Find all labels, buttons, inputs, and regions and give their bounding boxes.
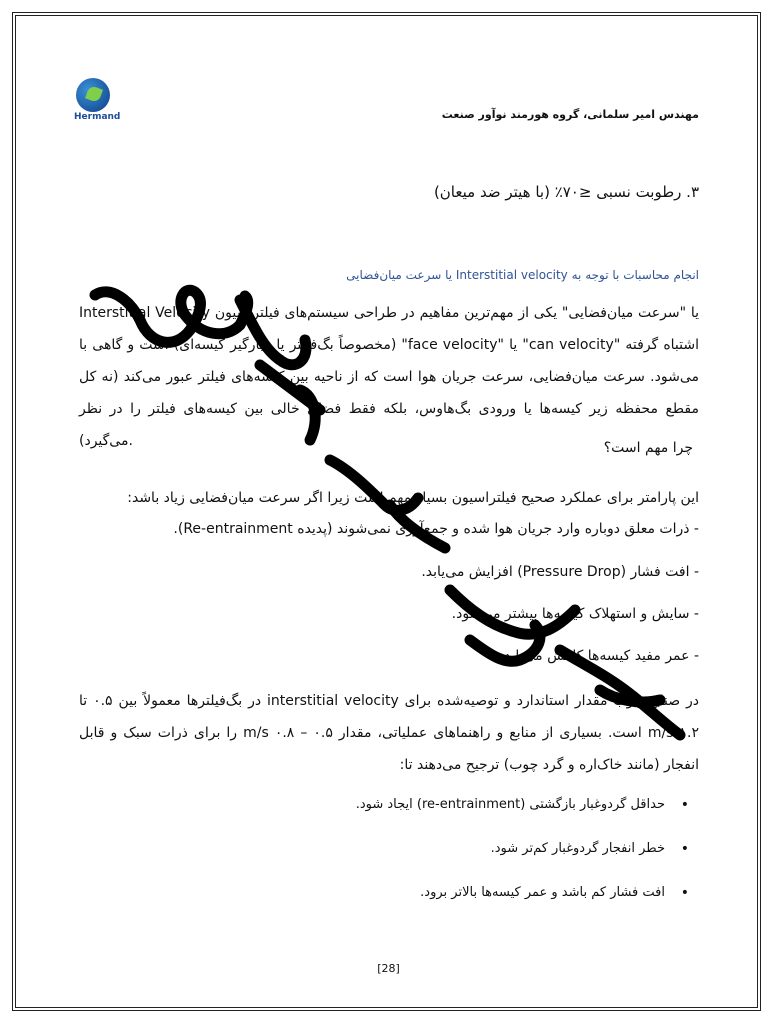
dash-item: - افت فشار (Pressure Drop) افزایش می‌یابد. — [421, 564, 699, 580]
paragraph-3: در صنایع چوب مقدار استاندارد و توصیه‌شده برای interstitial velocity در بگ‌فیلترها معمولاً بین ۰.۵ تا ۱.۲ m/s است. بسیاری از منابع و راهنماهای عملیاتی، مقدار ۰.۵ – ۰.۸ m/s را برای ذرات سبک و قابل انفجار (مانند خاک‌اره و گرد چوب) ترجیح می‌دهند تا: — [79, 693, 700, 773]
dash-item: - ذرات معلق دوباره وارد جریان هوا شده و جمع‌آوری نمی‌شوند (پدیده Re-entrainment). — [173, 521, 699, 537]
section-title: انجام محاسبات با توجه به Interstitial velocity یا سرعت میان‌فضایی — [346, 268, 699, 282]
list-item-3: ۳. رطوبت نسبی ≤۷۰٪ (با هیتر ضد میعان) — [433, 183, 699, 201]
page-number: [28] — [377, 962, 400, 975]
hermand-logo-icon — [76, 78, 110, 112]
dash-item: - سایش و استهلاک کیسه‌ها بیشتر می‌شود. — [451, 606, 699, 622]
header-author-line: مهندس امیر سلمانی، گروه هورمند نوآور صنعت — [441, 108, 699, 121]
bullet-item: • افت فشار کم باشد و عمر کیسه‌ها بالاتر برود. — [356, 881, 695, 925]
paragraph-1: Interstitial Velocity یا "سرعت میان‌فضایی" یکی از مهم‌ترین مفاهیم در طراحی سیستم‌های فیلتراسیون (مخصوصاً بگ‌فیلتر یا غبارگیر کیسه‌ای) است و گاهی با "face velocity" یا "can velocity" اشتباه گرفته می‌شود. سرعت میان‌فضایی، سرعت جریان هوا است که از ناحیه بین کیسه‌های فیلتر عبور می‌کند (نه کل مقطع محفظه زیر کیسه‌ها یا ورودی بگ‌هاوس، بلکه فقط فضای خالی بین کیسه‌های فیلتر را در نظر می‌گیرد). — [79, 305, 700, 449]
bullet-list — [356, 793, 695, 925]
dash-item: - عمر مفید کیسه‌ها کاهش می‌یابد. — [499, 648, 699, 664]
company-logo — [74, 78, 121, 122]
paragraph-2: این پارامتر برای عملکرد صحیح فیلتراسیون بسیار مهم است زیرا اگر سرعت میان‌فضایی زیاد باشد: — [127, 490, 699, 506]
bullet-item: • حداقل گردوغبار بازگشتی (re-entrainment) ایجاد شود. — [356, 793, 695, 837]
question-heading: چرا مهم است؟ — [603, 440, 693, 456]
logo-text: Hermand — [74, 112, 121, 122]
bullet-item: • خطر انفجار گردوغبار کم‌تر شود. — [356, 837, 695, 881]
